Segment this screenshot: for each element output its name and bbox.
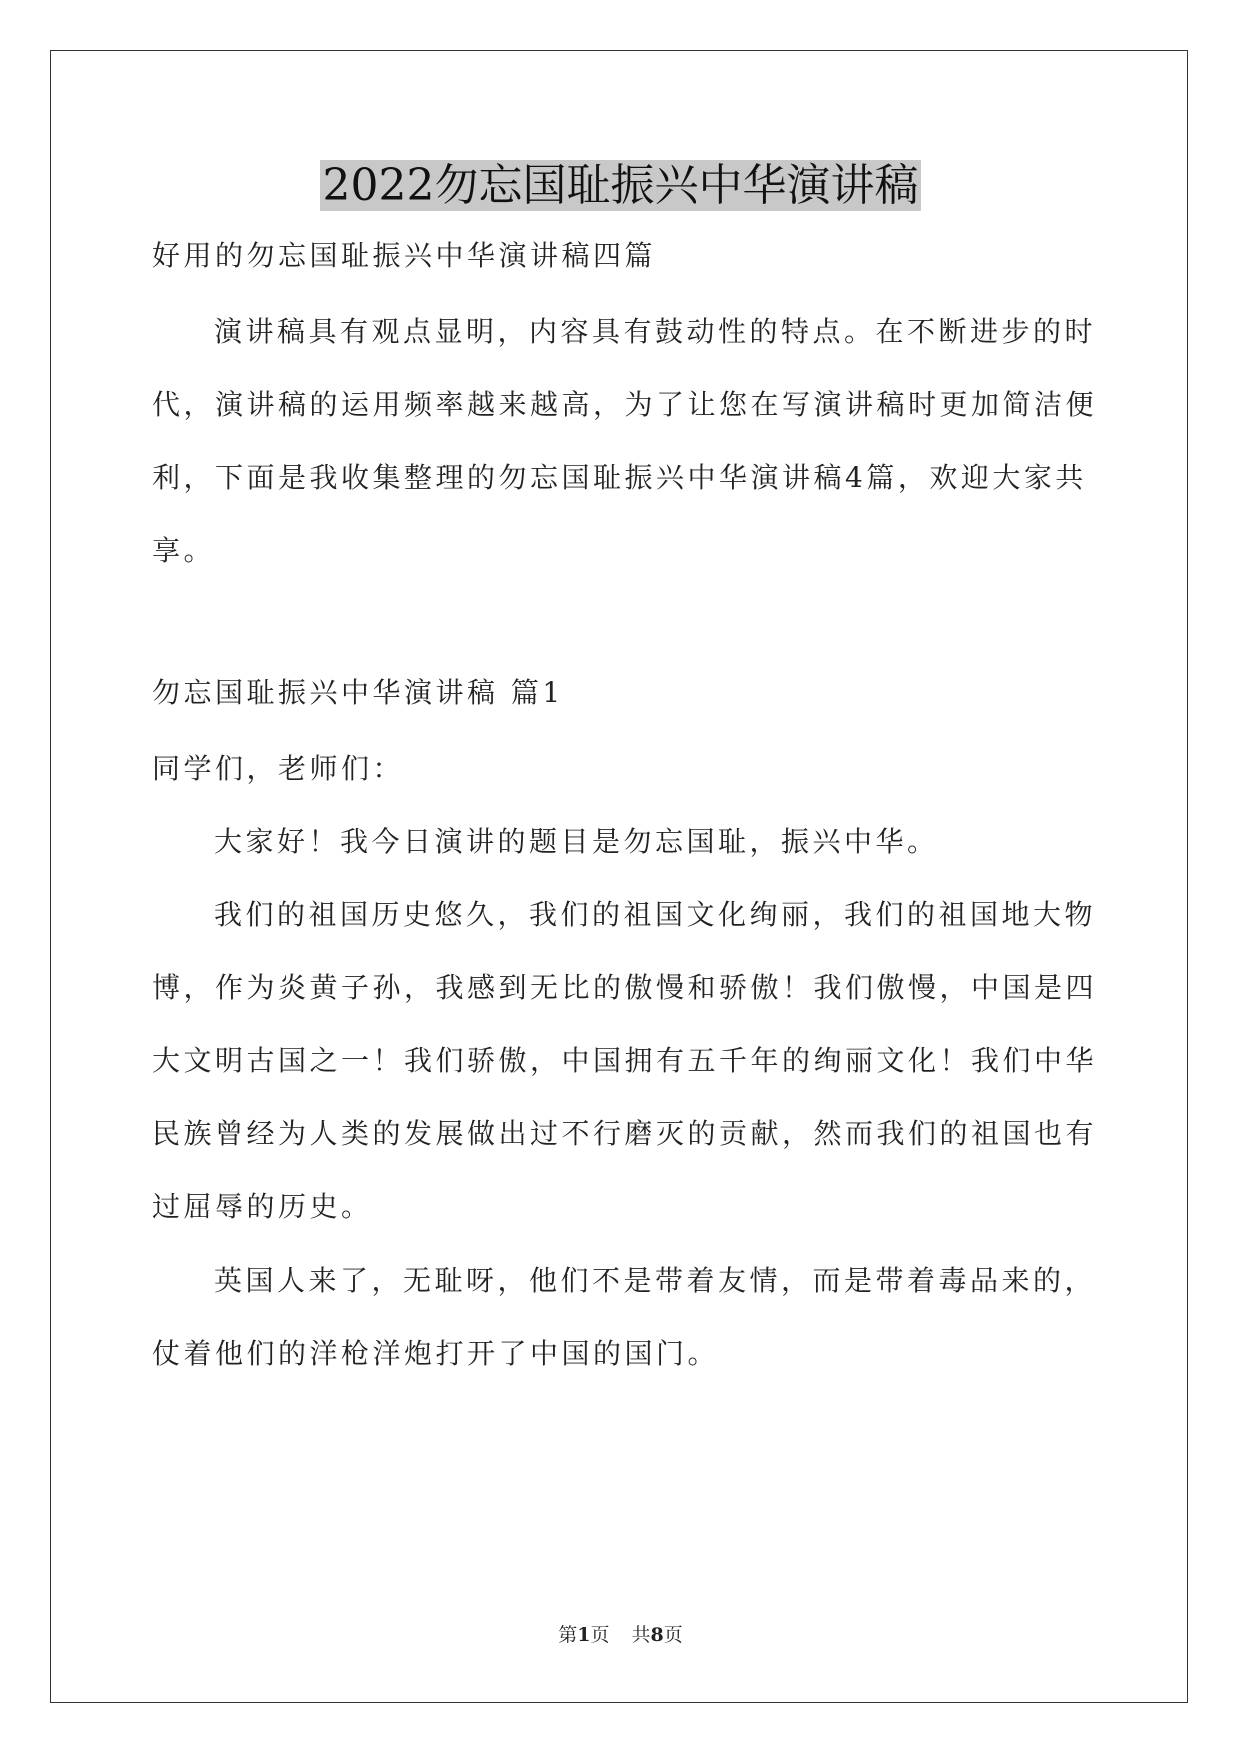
paragraph-line: 博，作为炎黄子孙，我感到无比的傲慢和骄傲！我们傲慢，中国是四 (152, 971, 1098, 1004)
paragraph-line: 仗着他们的洋枪洋炮打开了中国的国门。 (152, 1337, 720, 1370)
page-number-footer (0, 1622, 1241, 1648)
document-subtitle: 好用的勿忘国耻振兴中华演讲稿四篇 (152, 239, 657, 272)
intro-line: 代，演讲稿的运用频率越来越高，为了让您在写演讲稿时更加简洁便 (152, 388, 1098, 421)
intro-line: 演讲稿具有观点显明，内容具有鼓动性的特点。在不断进步的时 (214, 315, 1097, 348)
greeting: 同学们，老师们： (152, 752, 405, 785)
current-page-number: 1 (577, 1624, 591, 1646)
paragraph-line: 大文明古国之一！我们骄傲，中国拥有五千年的绚丽文化！我们中华 (152, 1044, 1098, 1077)
paragraph-line: 英国人来了，无耻呀，他们不是带着友情，而是带着毒品来的， (214, 1264, 1097, 1297)
total-suffix: 页 (663, 1624, 683, 1646)
intro-line: 享。 (152, 534, 216, 567)
page-suffix: 页 (590, 1624, 610, 1646)
total-prefix: 共 (631, 1624, 651, 1646)
total-page-number: 8 (650, 1624, 664, 1646)
paragraph-line: 大家好！我今日演讲的题目是勿忘国耻，振兴中华。 (214, 825, 939, 858)
paragraph-line: 我们的祖国历史悠久，我们的祖国文化绚丽，我们的祖国地大物 (214, 898, 1097, 931)
paragraph-line: 民族曾经为人类的发展做出过不行磨灭的贡献，然而我们的祖国也有 (152, 1117, 1098, 1150)
page-border (50, 50, 1188, 1703)
document-title-text: 2022勿忘国耻振兴中华演讲稿 (320, 160, 922, 211)
page-prefix: 第 (558, 1624, 578, 1646)
document-title (0, 156, 1241, 216)
intro-line: 利，下面是我收集整理的勿忘国耻振兴中华演讲稿4篇，欢迎大家共 (152, 461, 1087, 494)
paragraph-line: 过屈辱的历史。 (152, 1190, 373, 1223)
section-heading: 勿忘国耻振兴中华演讲稿 篇1 (152, 676, 564, 709)
